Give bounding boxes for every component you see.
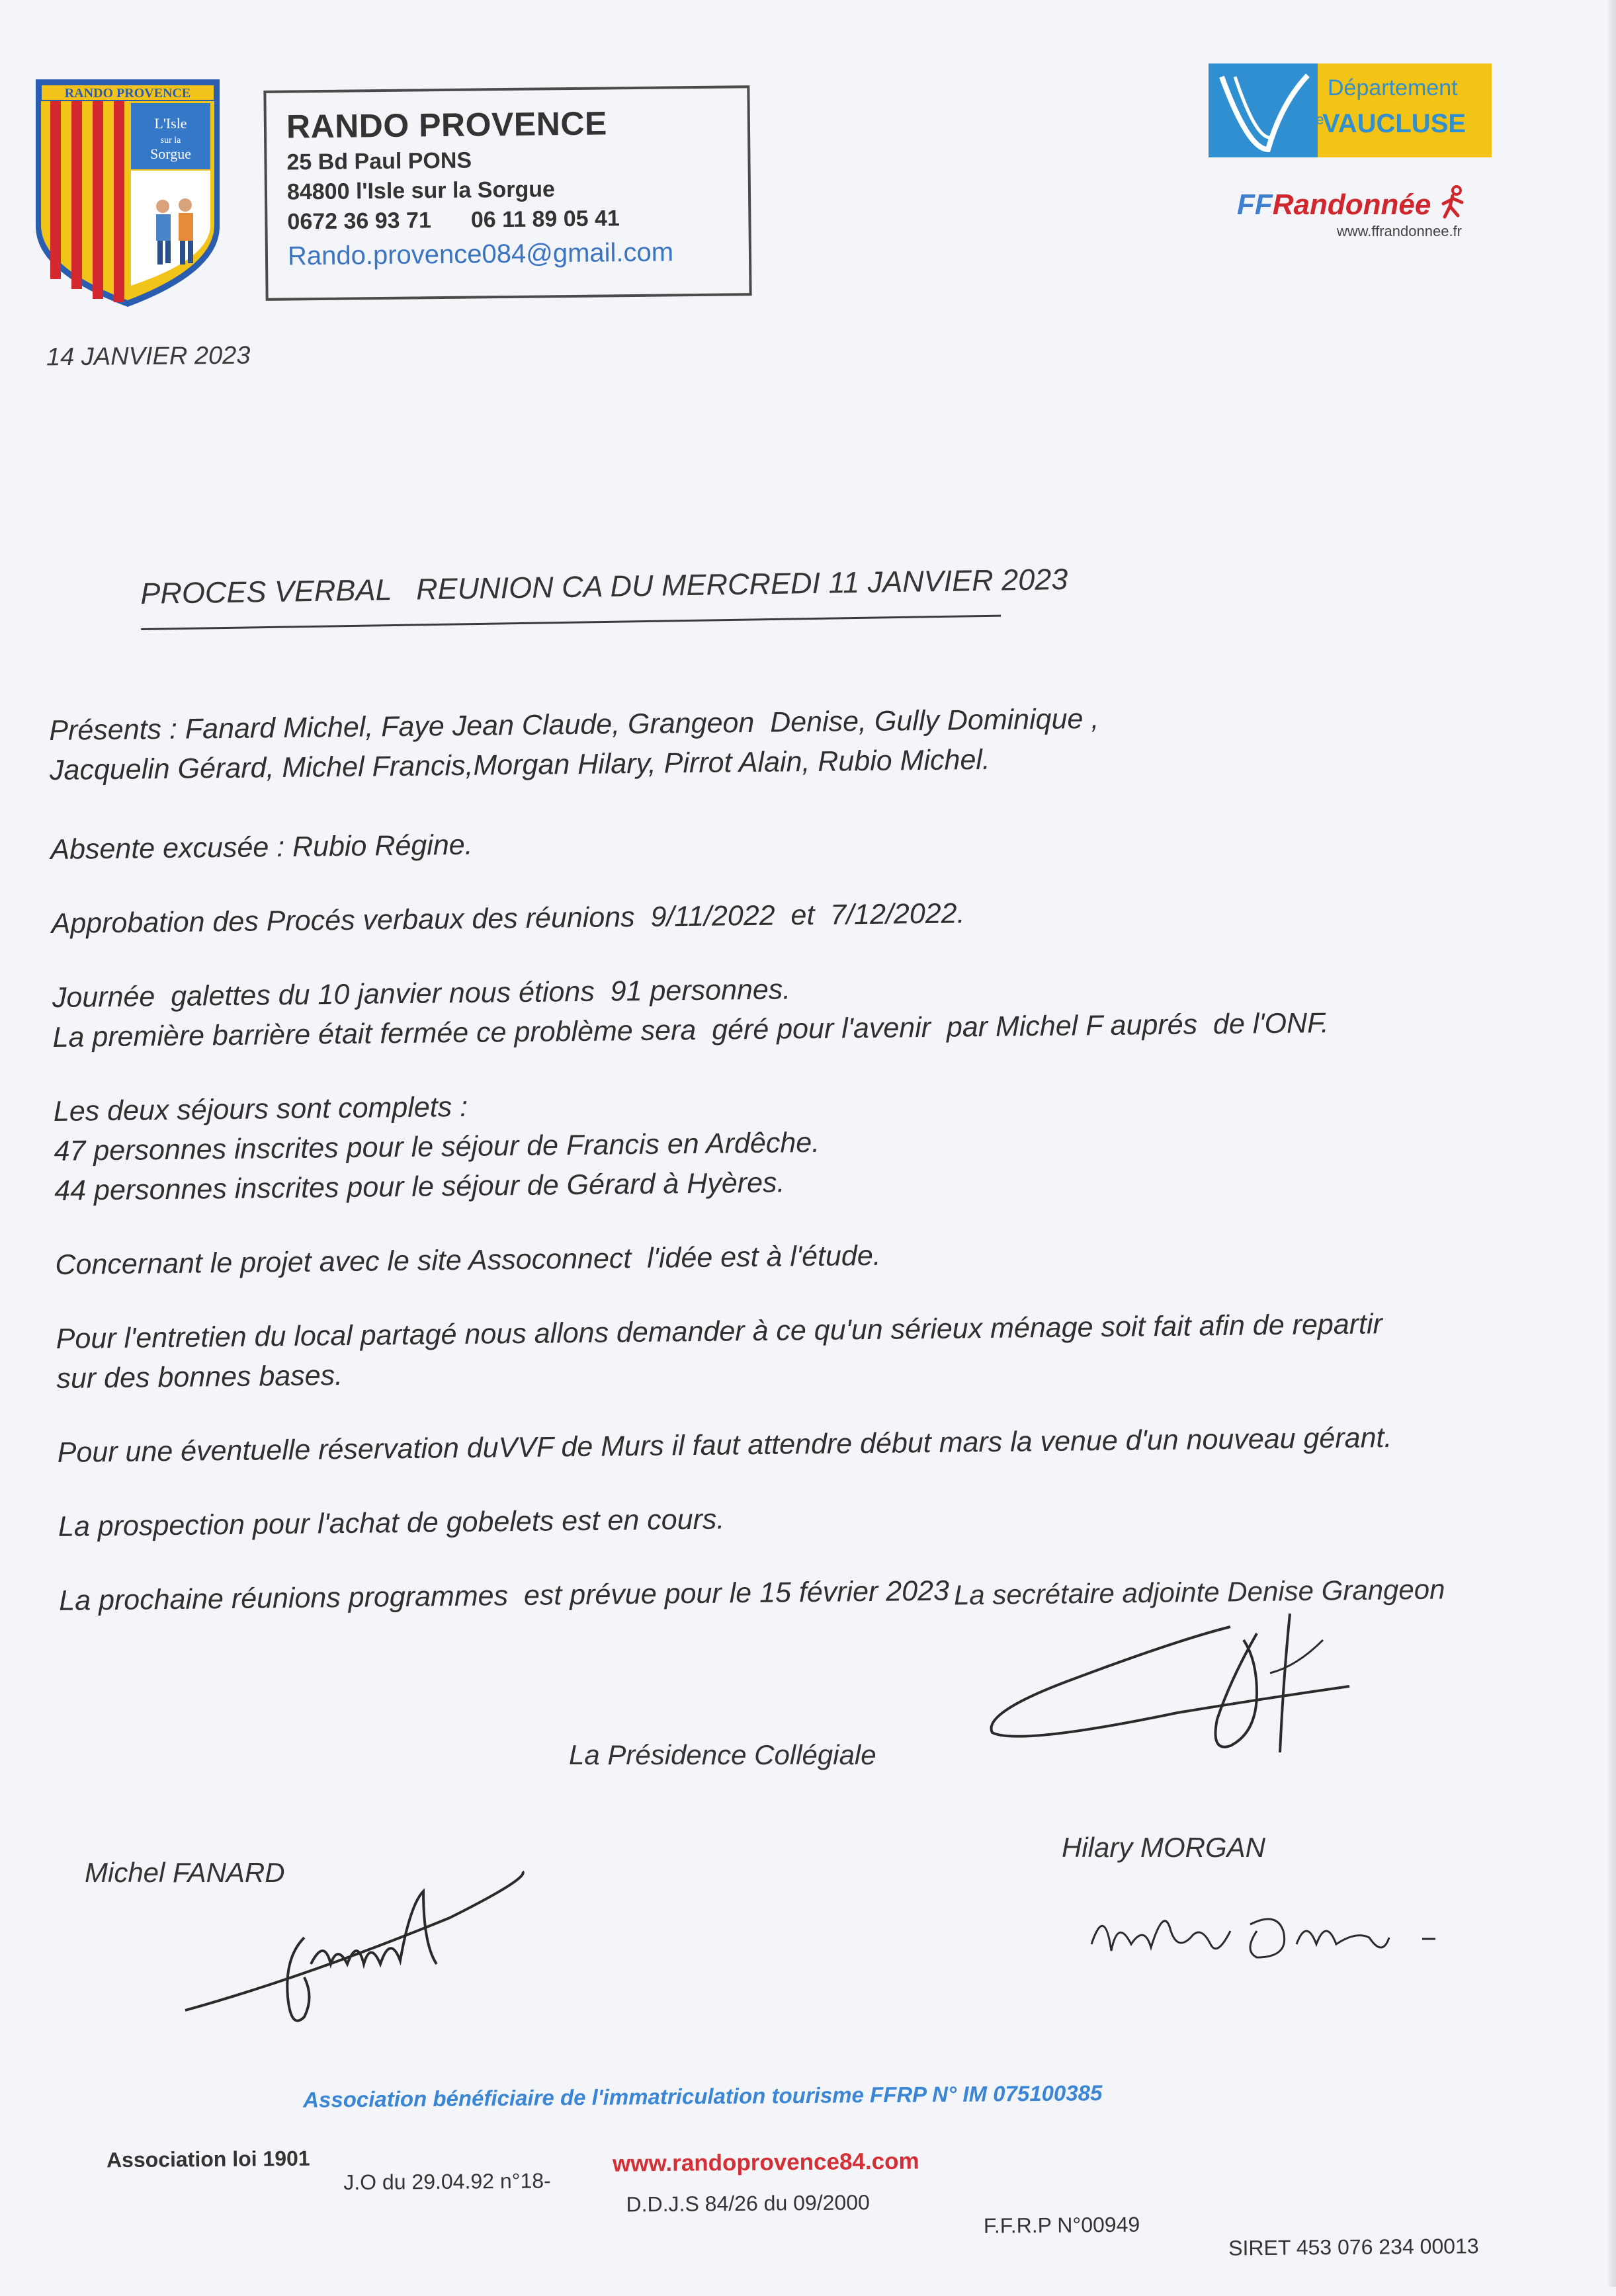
- title-underline: [141, 615, 1001, 630]
- ffr-word: Randonnée: [1272, 188, 1431, 221]
- presidence-label: La Présidence Collégiale: [569, 1739, 876, 1770]
- association-name: RANDO PROVENCE: [286, 104, 608, 145]
- signature-fanard: [172, 1865, 542, 2037]
- minutes-body: [49, 694, 1514, 1621]
- ffr-url[interactable]: www.ffrandonnee.fr: [1336, 223, 1462, 239]
- scan-edge-shadow: [1607, 0, 1616, 2287]
- document-date: 14 JANVIER 2023: [46, 341, 251, 372]
- association-street: 25 Bd Paul PONS: [286, 147, 472, 175]
- gobelets-line: La prospection pour l'achat de gobelets est en cours.: [58, 1503, 725, 1543]
- footer-immatriculation: Association bénéficiaire de l'immatriculation tourisme FFRP N° IM 075100385: [303, 2080, 1103, 2112]
- footer-ddjs: D.D.J.S 84/26 du 09/2000: [626, 2190, 870, 2217]
- approbation-line: Approbation des Procés verbaux des réunions 9/11/2022 et 7/12/2022.: [51, 897, 965, 940]
- ffrandonnee-logo: [1237, 185, 1488, 251]
- association-city: 84800 l'Isle sur la Sorgue: [286, 177, 556, 205]
- shield-town-line3: Sorgue: [150, 145, 191, 162]
- footer-siret: SIRET 453 076 234 00013: [1228, 2234, 1479, 2260]
- shield-town-line2: sur la: [160, 136, 181, 145]
- entretien-line-1: Pour l'entretien du local partagé nous allons demander à ce qu'un sérieux ménage soit fait afin de repartir: [56, 1308, 1383, 1355]
- footer-website-link[interactable]: www.randoprovence84.com: [612, 2148, 919, 2177]
- sejours-line-2: 47 personnes inscrites pour le séjour de Francis en Ardêche.: [54, 1126, 820, 1167]
- secretaire-label: La secrétaire adjointe Denise Grangeon: [953, 1573, 1445, 1611]
- absente-line: Absente excusée : Rubio Régine.: [50, 829, 473, 866]
- shield-banner: RANDO PROVENCE: [64, 86, 191, 101]
- signature-morgan: [1078, 1891, 1462, 1977]
- association-email[interactable]: Rando.provence084@gmail.com: [287, 237, 674, 271]
- footer: [0, 2076, 1616, 2260]
- phone-1: 0672 36 93 71: [287, 208, 432, 235]
- footer-jo: J.O du 29.04.92 n°18-: [343, 2168, 551, 2195]
- title-block: [140, 561, 1068, 630]
- departement-vaucluse-logo: [1209, 63, 1492, 157]
- vvf-line: Pour une éventuelle réservation duVVF de Murs il faut attendre début mars la venue d'un nouveau gérant.: [57, 1422, 1392, 1469]
- association-phones: [287, 205, 728, 235]
- sejours-line-1: Les deux séjours sont complets :: [53, 1090, 468, 1128]
- hiker-icon: [1439, 185, 1468, 220]
- journee-line-2: La première barrière était fermée ce problème sera géré pour l'avenir par Michel F auprés de l'ONF.: [52, 1007, 1329, 1053]
- footer-ffrp: F.F.R.P N°00949: [983, 2212, 1140, 2238]
- entretien-line-2: sur des bonnes bases.: [56, 1360, 343, 1395]
- vaucluse-de: de: [1308, 111, 1324, 128]
- assoconnect-line: Concernant le projet avec le site Assoconnect l'idée est à l'étude.: [55, 1239, 881, 1281]
- vaucluse-line1: Département: [1328, 75, 1458, 101]
- shield-town-line1: L'Isle: [154, 115, 187, 132]
- association-address-box: [263, 85, 751, 301]
- signature-grangeon: [979, 1600, 1376, 1772]
- presents-line-1: Présents : Fanard Michel, Faye Jean Claude, Grangeon Denise, Gully Dominique ,: [49, 702, 1099, 747]
- page-title: PROCES VERBAL REUNION CA DU MERCREDI 11 JANVIER 2023: [140, 561, 1068, 610]
- morgan-name: Hilary MORGAN: [1062, 1832, 1266, 1863]
- ffr-prefix: FF: [1237, 188, 1273, 221]
- phone-2: 06 11 89 05 41: [470, 206, 620, 233]
- footer-assoc-loi: Association loi 1901: [106, 2146, 310, 2172]
- vaucluse-line2: VAUCLUSE: [1322, 109, 1467, 138]
- rando-provence-shield-logo: [32, 74, 224, 312]
- journee-line-1: Journée galettes du 10 janvier nous étions 91 personnes.: [52, 973, 791, 1014]
- prochaine-line: La prochaine réunions programmes est prévue pour le 15 février 2023: [58, 1575, 950, 1617]
- sejours-line-3: 44 personnes inscrites pour le séjour de Gérard à Hyères.: [54, 1167, 785, 1207]
- presents-line-2: Jacquelin Gérard, Michel Francis,Morgan Hilary, Pirrot Alain, Rubio Michel.: [49, 743, 991, 786]
- fanard-name: Michel FANARD: [85, 1857, 285, 1888]
